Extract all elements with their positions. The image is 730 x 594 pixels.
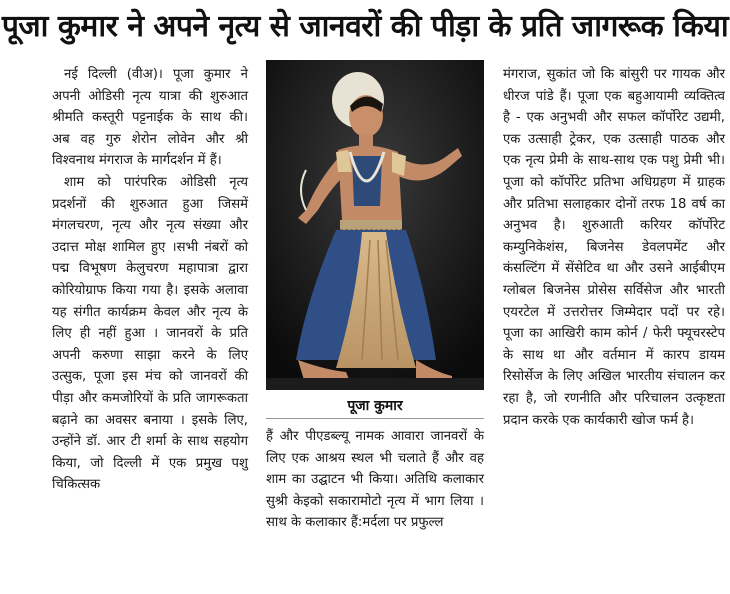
article-column-right [503,64,725,431]
paragraph: शाम को पारंपरिक ओडिसी नृत्य प्रदर्शनों की शुरुआत हुआ जिसमें मंगलचरण, नृत्य और नृत्य संख्या और उदात्त मोक्ष शामिल हुए ।सभी नंबरों को पद्म विभूषण केलुचरण महापात्रा द्वारा कोरियोग्राफ किया गया है। इसके अलावा यह संगीत कार्यक्रम केवल और नृत्य के लिए ही नहीं हुआ । जानवरों के प्रति अपनी करुणा साझा करने के लिए उत्सुक, पूजा इस मंच को जानवरों की पीड़ा और कमजोरियों के प्रति जागरूकता बढ़ाने का अवसर बनाया । इसके लिए, उन्होंने डॉ. आर टी शर्मा के साथ सहयोग किया, जो दिल्ली में एक प्रमुख पशु चिकित्सक [52,174,248,493]
paragraph: हैं और पीएडब्ल्यू नामक आवारा जानवरों के लिए एक आश्रय स्थल भी चलाते हैं और वह शाम का उद्घाटन भी किया। अतिथि कलाकार सुश्री केइको सकारामोटो नृत्य में भाग लिया ।साथ के कलाकार हैं:मर्दला पर प्रफुल्ल [266,429,484,531]
article-column-middle [266,426,484,534]
paragraph: मंगराज, सुकांत जो कि बांसुरी पर गायक और धीरज पांडे हैं। पूजा एक बहुआयामी व्यक्तित्व है - एक अनुभवी और सफल कॉर्पोरेट उद्यमी, एक उत्साही ट्रेकर, एक उत्साही पाठक और एक नृत्य प्रेमी के साथ-साथ एक पशु प्रेमी भी। पूजा को कॉर्पोरेट प्रतिभा अधिग्रहण में ग्राहक और प्रतिभा सलाहकार दोनों तरफ 18 वर्ष का अनुभव है। शुरुआती करियर कॉर्पोरेट कम्युनिकेशंस, बिजनेस डेवलपमेंट और कंसल्टिंग में सेंसेटिव था और उसने आईबीएम ग्लोबल बिजनेस प्रोसेस सर्विसेज और भारती एयरटेल में उत्तरोत्तर जिम्मेदार पदों पर रहे। पूजा का आखिरी काम कोर्न / फेरी फ्यूचरस्टेप के साथ था और वर्तमान में कारप डायम रिसोर्सेज के लिए अखिल भारतीय संचालन कर रहा है, जो रणनीति और परिचालन उत्कृष्टता प्रदान करके एक कार्यकारी खोज फर्म है। [503,67,725,428]
dancer-photo [266,60,484,390]
article-column-left [52,64,248,496]
photo-caption: पूजा कुमार [266,394,484,419]
paragraph: नई दिल्ली (वीअ)। पूजा कुमार ने अपनी ओडिसी नृत्य यात्रा की शुरुआत श्रीमति कस्तूरी पट्टनाईक के साथ की। अब वह गुरु शेरोन लोवेन और श्री विश्वनाथ मंगराज के मार्गदर्शन में हैं। [52,67,248,169]
article-headline: पूजा कुमार ने अपने नृत्य से जानवरों की पीड़ा के प्रति जागरूक किया [1,9,729,44]
